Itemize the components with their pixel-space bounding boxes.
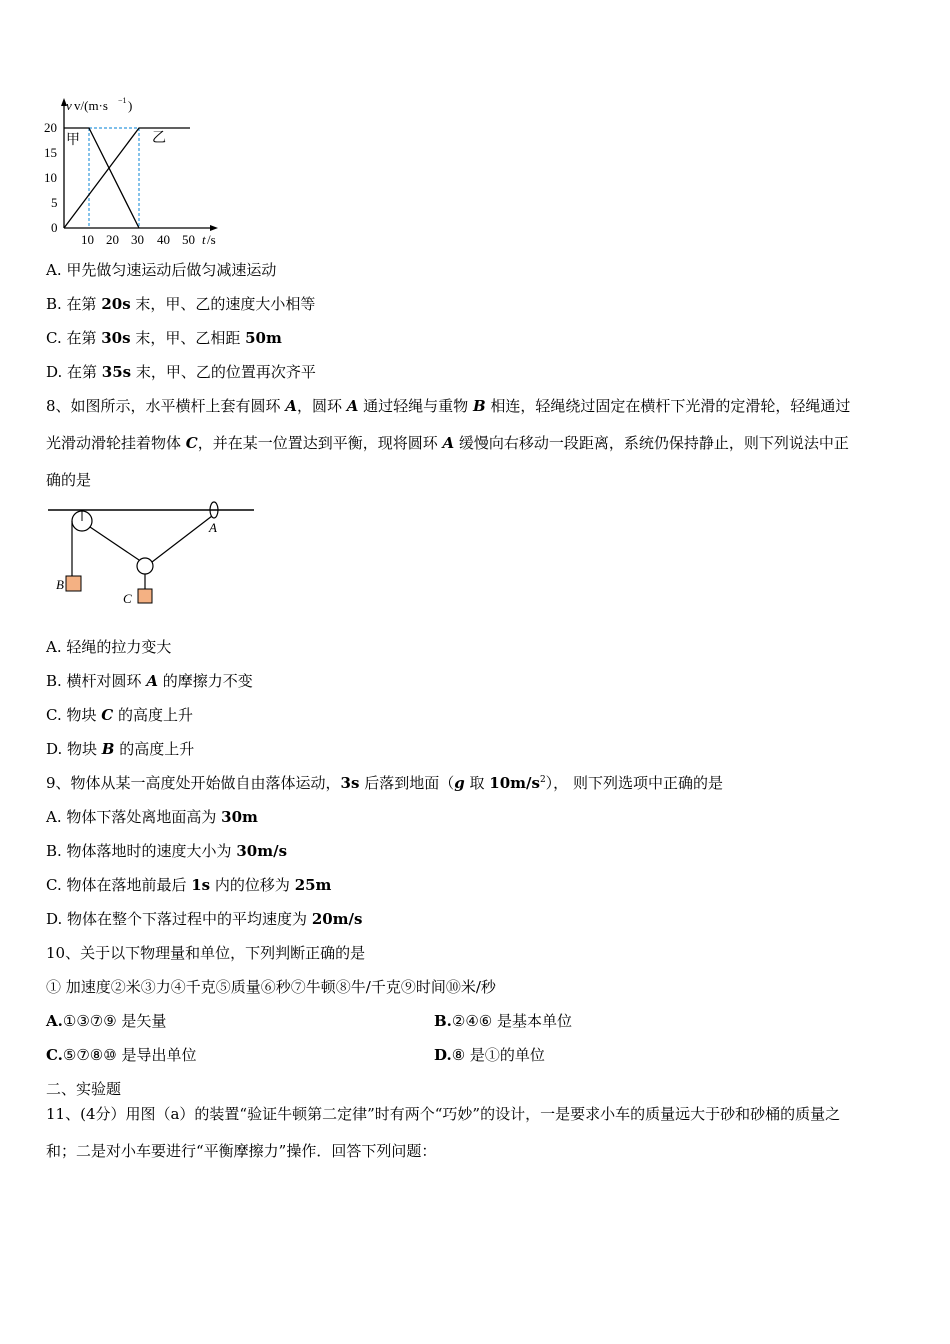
- rope-movable-to-a: [152, 516, 212, 562]
- x-tick-40: 40: [157, 232, 170, 247]
- q9-stem-3s: 3s: [340, 774, 360, 792]
- pulley-diagram: [44, 500, 264, 612]
- q8-l2a: 光滑动滑轮挂着物体: [46, 434, 186, 452]
- q8-c-post: 的高度上升: [113, 706, 193, 724]
- q7-b-num: 20s: [101, 295, 131, 313]
- q7-c-post: 末，甲、乙相距: [130, 329, 246, 347]
- q7-b-pre: B. 在第: [46, 295, 102, 313]
- q7-option-a: [46, 260, 276, 280]
- q9-stem-b: 后落到地面（: [359, 774, 455, 792]
- q8-l1b: ，圆环: [296, 397, 347, 415]
- q9-c-1s: 1s: [191, 876, 211, 894]
- y-tick-10: 10: [44, 170, 57, 185]
- q10-option-b: [434, 1011, 572, 1031]
- rope-pulley-to-movable: [90, 527, 139, 560]
- y-axis-unit-close: ): [128, 98, 133, 113]
- object-c: [138, 589, 152, 603]
- q9-option-c: [46, 875, 331, 895]
- q8-ring-a2: A: [346, 397, 359, 415]
- q11-line2-text: 和；二是对小车要进行“平衡摩擦力”操作．回答下列问题：: [46, 1142, 437, 1160]
- q10-c-letter: C.: [46, 1046, 63, 1064]
- q9-stem-sup: 2: [539, 775, 546, 785]
- q9-a-val: 30m: [221, 808, 258, 826]
- y-tick-20: 20: [44, 120, 57, 135]
- q8-l3: 确的是: [46, 471, 92, 489]
- q8-d-it: B: [101, 740, 115, 758]
- q7-option-b: [46, 294, 315, 314]
- section-heading: [46, 1079, 121, 1099]
- q9-option-a: [46, 807, 258, 827]
- q8-a-text: A. 轻绳的拉力变大: [46, 638, 172, 656]
- q7-d-num: 35s: [101, 363, 132, 381]
- q10-a-text: ①③⑦⑨ 是矢量: [62, 1012, 167, 1030]
- y-axis-unit: v/(m·s: [74, 98, 108, 113]
- q10-d-letter: D.: [434, 1046, 452, 1064]
- q10-list-text: ① 加速度②米③力④千克⑤质量⑥秒⑦牛顿⑧牛/千克⑨时间⑩米/秒: [46, 978, 496, 996]
- q11-line1: [46, 1104, 840, 1124]
- q8-d-pre: D. 物块: [46, 740, 102, 758]
- q8-ring-a3: A: [442, 434, 455, 452]
- q9-option-d: [46, 909, 362, 929]
- q7-c-val: 50m: [245, 329, 282, 347]
- q10-stem-text: 10、关于以下物理量和单位，下列判断正确的是: [46, 944, 366, 962]
- q11-line1-text: 11、(4分）用图（a）的装置“验证牛顿第二定律”时有两个“巧妙”的设计，一是要求小车的质量远大于砂和砂桶的质量之: [46, 1105, 841, 1123]
- q9-b-pre: B. 物体落地时的速度大小为: [46, 842, 237, 860]
- q7-option-d: [46, 362, 316, 382]
- q9-stem-d: ）， 则下列选项中正确的是: [545, 774, 723, 792]
- movable-pulley: [137, 558, 153, 574]
- q9-option-b: [46, 841, 287, 861]
- q10-option-a: [46, 1011, 166, 1031]
- q10-c-text: ⑤⑦⑧⑩ 是导出单位: [62, 1046, 197, 1064]
- q8-object-c: C: [185, 434, 198, 452]
- y-tick-5: 5: [51, 195, 58, 210]
- weight-b: [66, 576, 81, 591]
- q10-b-text: ②④⑥ 是基本单位: [451, 1012, 573, 1030]
- label-jia: 甲: [66, 133, 80, 148]
- q9-stem-a: 9、物体从某一高度处开始做自由落体运动，: [46, 774, 341, 792]
- q9-a-pre: A. 物体下落处离地面高为: [46, 808, 222, 826]
- q10-a-letter: A.: [46, 1012, 63, 1030]
- y-tick-0: 0: [51, 220, 58, 235]
- q11-line2: [46, 1141, 436, 1161]
- q7-c-pre: C. 在第: [46, 329, 102, 347]
- q9-c-pre: C. 物体在落地前最后: [46, 876, 192, 894]
- q7-option-a-text: A. 甲先做匀速运动后做匀减速运动: [46, 261, 277, 279]
- q9-c-val: 25m: [294, 876, 332, 894]
- x-tick-30: 30: [131, 232, 144, 247]
- q10-option-c: [46, 1045, 196, 1065]
- x-tick-20: 20: [106, 232, 119, 247]
- q8-d-post: 的高度上升: [114, 740, 195, 758]
- q8-c-it: C: [101, 706, 114, 724]
- x-axis-arrow: [210, 225, 218, 231]
- fig-label-c: C: [123, 591, 132, 606]
- q8-b-it: A: [146, 672, 158, 690]
- q8-option-d: [46, 739, 194, 759]
- section-heading-text: 二、实验题: [46, 1080, 122, 1098]
- q8-l1c: 通过轻绳与重物: [358, 397, 473, 415]
- q8-option-a: [46, 637, 171, 657]
- q10-stem: [46, 943, 365, 963]
- q8-l1d: 相连，轻绳绕过固定在横杆下光滑的定滑轮，轻绳通过: [485, 397, 851, 415]
- q9-c-mid: 内的位移为: [210, 876, 295, 894]
- velocity-time-graph: [40, 92, 240, 252]
- fig-label-b: B: [56, 577, 64, 592]
- q7-option-c: [46, 328, 282, 348]
- q10-option-d: [434, 1045, 545, 1065]
- series-yi: [64, 128, 190, 228]
- q8-l2c: 缓慢向右移动一段距离，系统仍保持静止，则下列说法中正: [454, 434, 849, 452]
- q10-d-text: ⑧ 是①的单位: [451, 1046, 545, 1064]
- q8-option-c: [46, 705, 193, 725]
- q8-b-pre: B. 横杆对圆环: [46, 672, 147, 690]
- q8-ring-a1: A: [285, 397, 297, 415]
- q8-l2b: ，并在某一位置达到平衡，现将圆环: [197, 434, 443, 452]
- q8-b-post: 的摩擦力不变: [157, 672, 253, 690]
- q9-stem: [46, 773, 723, 793]
- y-tick-15: 15: [44, 145, 57, 160]
- q9-stem-val: 10m/s: [489, 774, 540, 792]
- q9-stem-g: g: [454, 774, 465, 792]
- q8-stem-line1: [46, 396, 850, 416]
- q7-c-num: 30s: [101, 329, 131, 347]
- y-axis-unit-sup: −1: [118, 96, 127, 105]
- q10-list: [46, 977, 496, 997]
- y-axis-label: v: [66, 98, 72, 113]
- q8-option-b: [46, 671, 253, 691]
- q8-l1a: 8、如图所示，水平横杆上套有圆环: [46, 397, 286, 415]
- x-axis-label-t: t: [202, 232, 206, 247]
- q7-b-post: 末，甲、乙的速度大小相等: [130, 295, 316, 313]
- q9-stem-c: 取: [464, 774, 490, 792]
- q8-weight-b: B: [472, 397, 486, 415]
- q8-stem-line2: [46, 433, 849, 453]
- q10-b-letter: B.: [434, 1012, 452, 1030]
- x-tick-10: 10: [81, 232, 94, 247]
- fig-label-a: A: [209, 520, 217, 535]
- q9-d-val: 20m/s: [311, 910, 363, 928]
- q8-c-pre: C. 物块: [46, 706, 102, 724]
- q8-stem-line3: [46, 470, 91, 490]
- x-tick-50: 50: [182, 232, 195, 247]
- label-yi: 乙: [152, 131, 166, 146]
- x-axis-label-unit: /s: [207, 232, 216, 247]
- q7-d-pre: D. 在第: [46, 363, 102, 381]
- q9-d-pre: D. 物体在整个下落过程中的平均速度为: [46, 910, 312, 928]
- q7-d-post: 末，甲、乙的位置再次齐平: [131, 363, 316, 381]
- q9-b-val: 30m/s: [236, 842, 288, 860]
